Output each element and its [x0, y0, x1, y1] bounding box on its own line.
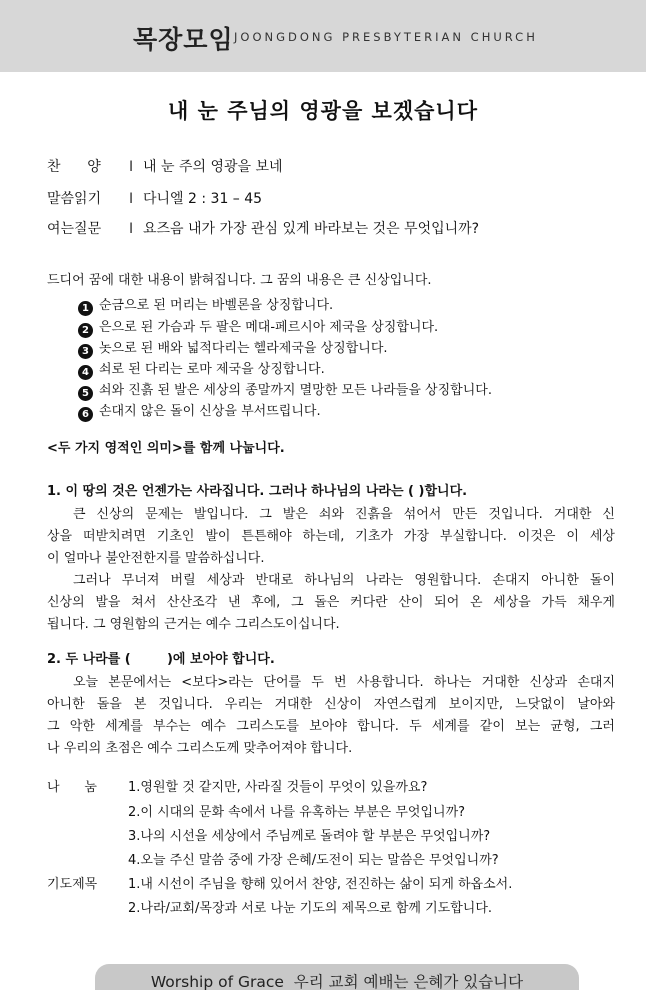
prayer-item: 2.나라/교회/목장과 서로 나눈 기도의 제목으로 함께 기도합니다. — [128, 901, 493, 916]
intro-text: 드디어 꿈에 대한 내용이 밝혀집니다. 그 꿈의 내용은 큰 신상입니다. — [47, 273, 432, 288]
separator: I — [129, 191, 134, 207]
footer-banner — [95, 964, 579, 990]
list-item-text: 손대지 않은 돌이 신상을 부서뜨립니다. — [99, 404, 321, 419]
point2-line: 오늘 본문에서는 <보다>라는 단어를 두 번 사용합니다. 하나는 거대한 신상과 손대지 — [73, 675, 615, 690]
point1-line: 이 얼마나 불안전한지를 말씀하십니다. — [47, 551, 265, 566]
hymn-label: 찬 양 — [47, 159, 101, 175]
sharing-label: 나 눔 — [47, 780, 97, 795]
list-item-text: 놋으로 된 배와 넓적다리는 헬라제국을 상징합니다. — [99, 341, 388, 356]
hymn-value: 내 눈 주의 영광을 보네 — [143, 159, 283, 175]
number-badge-icon: 1 — [78, 301, 93, 316]
list-item-text: 쇠로 된 다리는 로마 제국을 상징합니다. — [99, 362, 325, 377]
list-item — [78, 294, 333, 316]
footer-text: Worship of Grace 우리 교회 예배는 은혜가 있습니다 — [150, 973, 524, 990]
number-badge-icon: 3 — [78, 344, 93, 359]
opening-question-label: 여는질문 — [47, 221, 102, 237]
point2-line: 그 악한 세계를 부수는 예수 그리스도를 보아야 합니다. 두 세계를 같이 보는 균형, 그러 — [47, 719, 615, 734]
prayer-label: 기도제목 — [47, 877, 98, 892]
number-badge-icon: 6 — [78, 407, 93, 422]
number-badge-icon: 2 — [78, 323, 93, 338]
page-title: 내 눈 주님의 영광을 보겠습니다 — [168, 99, 478, 123]
point1-line: 됩니다. 그 영원함의 근거는 예수 그리스도이십니다. — [47, 617, 340, 632]
scripture-row — [47, 188, 262, 208]
scripture-label: 말씀읽기 — [47, 191, 102, 207]
list-item — [78, 337, 388, 359]
point1-line: 상을 떠받치려면 기초인 발이 튼튼해야 하는데, 기초가 가장 부실합니다. 이것은 이 세상 — [47, 529, 615, 544]
list-item — [78, 379, 492, 401]
number-badge-icon: 4 — [78, 365, 93, 380]
section-heading: <두 가지 영적인 의미>를 함께 나눕니다. — [47, 441, 285, 456]
list-item — [78, 358, 325, 380]
list-item-text: 순금으로 된 머리는 바벨론을 상징합니다. — [99, 298, 334, 313]
point2-heading: 2. 두 나라를 ( )에 보아야 합니다. — [47, 652, 275, 667]
point1-line: 신상의 발을 쳐서 산산조각 낸 후에, 그 돌은 커다란 산이 되어 온 세상을 가득 채우게 — [47, 595, 615, 610]
separator: I — [129, 159, 134, 175]
list-item-text: 쇠와 진흙 된 발은 세상의 종말까지 멸망한 모든 나라들을 상징합니다. — [99, 383, 492, 398]
opening-question-value: 요즈음 내가 가장 관심 있게 바라보는 것은 무엇입니까? — [143, 221, 480, 237]
point1-line: 그러나 무너져 버릴 세상과 반대로 하나님의 나라는 영원합니다. 손대지 아니한 돌이 — [73, 573, 615, 588]
separator: I — [129, 221, 134, 237]
point1-heading: 1. 이 땅의 것은 언젠가는 사라집니다. 그러나 하나님의 나라는 ( )합니다. — [47, 484, 468, 499]
church-name: JOONGDONG PRESBYTERIAN CHURCH — [234, 30, 538, 44]
point2-line: 아니한 돌을 본 것입니다. 우리는 거대한 신상이 자연스럽게 보이지만, 느닷없이 날아와 — [47, 697, 615, 712]
list-item — [78, 400, 321, 422]
point1-line: 큰 신상의 문제는 발입니다. 그 발은 쇠와 진흙을 섞어서 만든 것입니다. 거대한 신 — [73, 507, 615, 522]
number-badge-icon: 5 — [78, 386, 93, 401]
scripture-value: 다니엘 2 : 31 – 45 — [143, 191, 263, 207]
list-item-text: 은으로 된 가슴과 두 팔은 메대-페르시아 제국을 상징합니다. — [99, 320, 439, 335]
sharing-question: 2.이 시대의 문화 속에서 나를 유혹하는 부분은 무엇입니까? — [128, 805, 466, 820]
point2-line: 나 우리의 초점은 예수 그리스도께 맞추어져야 합니다. — [47, 741, 353, 756]
sharing-question: 3.나의 시선을 세상에서 주님께로 돌려야 할 부분은 무엇입니까? — [128, 829, 491, 844]
header-band — [0, 0, 646, 72]
sharing-question: 4.오늘 주신 말씀 중에 가장 은혜/도전이 되는 말씀은 무엇입니까? — [128, 853, 499, 868]
hymn-row — [47, 156, 283, 176]
list-item — [78, 316, 438, 338]
prayer-item: 1.내 시선이 주님을 향해 있어서 찬양, 전진하는 삶이 되게 하옵소서. — [128, 877, 513, 892]
sharing-question: 1.영원할 것 같지만, 사라질 것들이 무엇이 있을까요? — [128, 780, 428, 795]
opening-question-row — [47, 218, 479, 238]
header-title: 목장모임 — [133, 25, 234, 54]
